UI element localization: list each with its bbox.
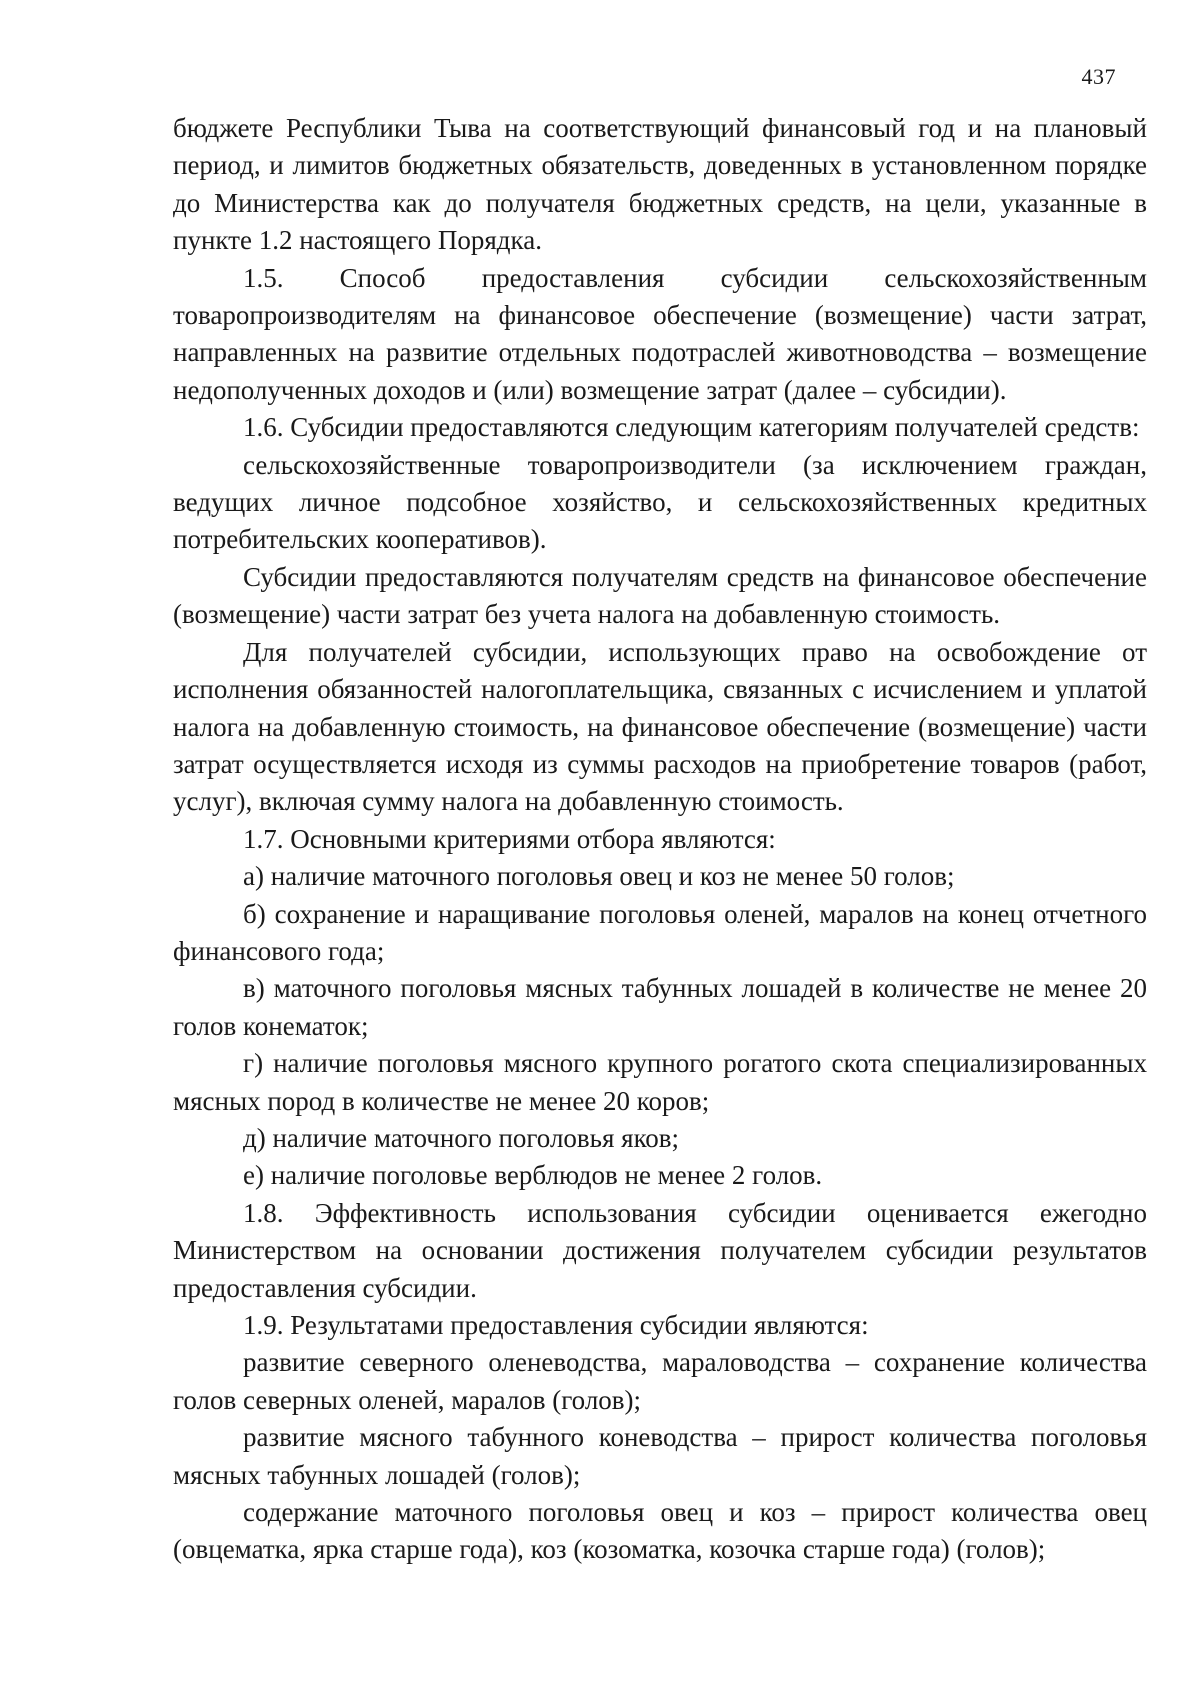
result-horses: развитие мясного табунного коневодства – прирост количества поголовья мясных табунных лошадей (голов); (173, 1422, 1147, 1490)
criterion-a: а) наличие маточного поголовья овец и коз не менее 50 голов; (243, 861, 955, 892)
paragraph-1-6: 1.6. Субсидии предоставляются следующим категориям получателей средств: (243, 412, 1140, 443)
paragraph-vat-excluded: Субсидии предоставляются получателям средств на финансовое обеспечение (возмещение) части затрат без учета налога на добавленную стоимость. (173, 561, 1147, 630)
paragraph-1-7: 1.7. Основными критериями отбора являются: (243, 823, 776, 854)
paragraph-1-8: 1.8. Эффективность использования субсидии оценивается ежегодно Министерством на основании достижения получателем субсидии результатов предоставления субсидии. (173, 1197, 1147, 1303)
criterion-b: б) сохранение и наращивание поголовья оленей, маралов на конец отчетного финансового года; (173, 898, 1147, 966)
criterion-g: г) наличие поголовья мясного крупного рогатого скота специализированных мясных пород в количестве не менее 20 коров; (173, 1048, 1147, 1116)
document-body (173, 110, 1147, 1569)
result-sheep-goats: содержание маточного поголовья овец и коз – прирост количества овец (овцематка, ярка старше года), коз (козоматка, козочка старше года) (голов); (173, 1497, 1147, 1565)
result-reindeer: развитие северного оленеводства, мараловодства – сохранение количества голов северных оленей, маралов (голов); (173, 1347, 1147, 1415)
paragraph-vat-exempt: Для получателей субсидии, использующих право на освобождение от исполнения обязанностей налогоплательщика, связанных с исчислением и уплатой налога на добавленную стоимость, на финансовое обеспечение (возмещение) части затрат осуществляется исходя из суммы расходов на приобретение товаров (работ, услуг), включая сумму налога на добавленную стоимость. (173, 636, 1147, 817)
criterion-v: в) маточного поголовья мясных табунных лошадей в количестве не менее 20 голов конематок; (173, 973, 1147, 1041)
paragraph-1-9: 1.9. Результатами предоставления субсидии являются: (243, 1310, 869, 1340)
paragraph-continuation: бюджете Республики Тыва на соответствующий финансовый год и на плановый период, и лимитов бюджетных обязательств, доведенных в установленном порядке до Министерства как до получателя бюджетных средств, на цели, указанные в пункте 1.2 настоящего Порядка. (173, 113, 1147, 256)
paragraph-recipients: сельскохозяйственные товаропроизводители (за исключением граждан, ведущих личное подсобное хозяйство, и сельскохозяйственных кредитных потребительских кооперативов). (173, 449, 1147, 555)
paragraph-1-5: 1.5. Способ предоставления субсидии сельскохозяйственным товаропроизводителям на финансовое обеспечение (возмещение) части затрат, направленных на развитие отдельных подотраслей животноводства – возмещение недополученных доходов и (или) возмещение затрат (далее – субсидии). (173, 262, 1147, 405)
criterion-d: д) наличие маточного поголовья яков; (243, 1122, 680, 1153)
page-number: 437 (1081, 64, 1116, 89)
criterion-e: е) наличие поголовье верблюдов не менее 2 голов. (243, 1160, 823, 1191)
